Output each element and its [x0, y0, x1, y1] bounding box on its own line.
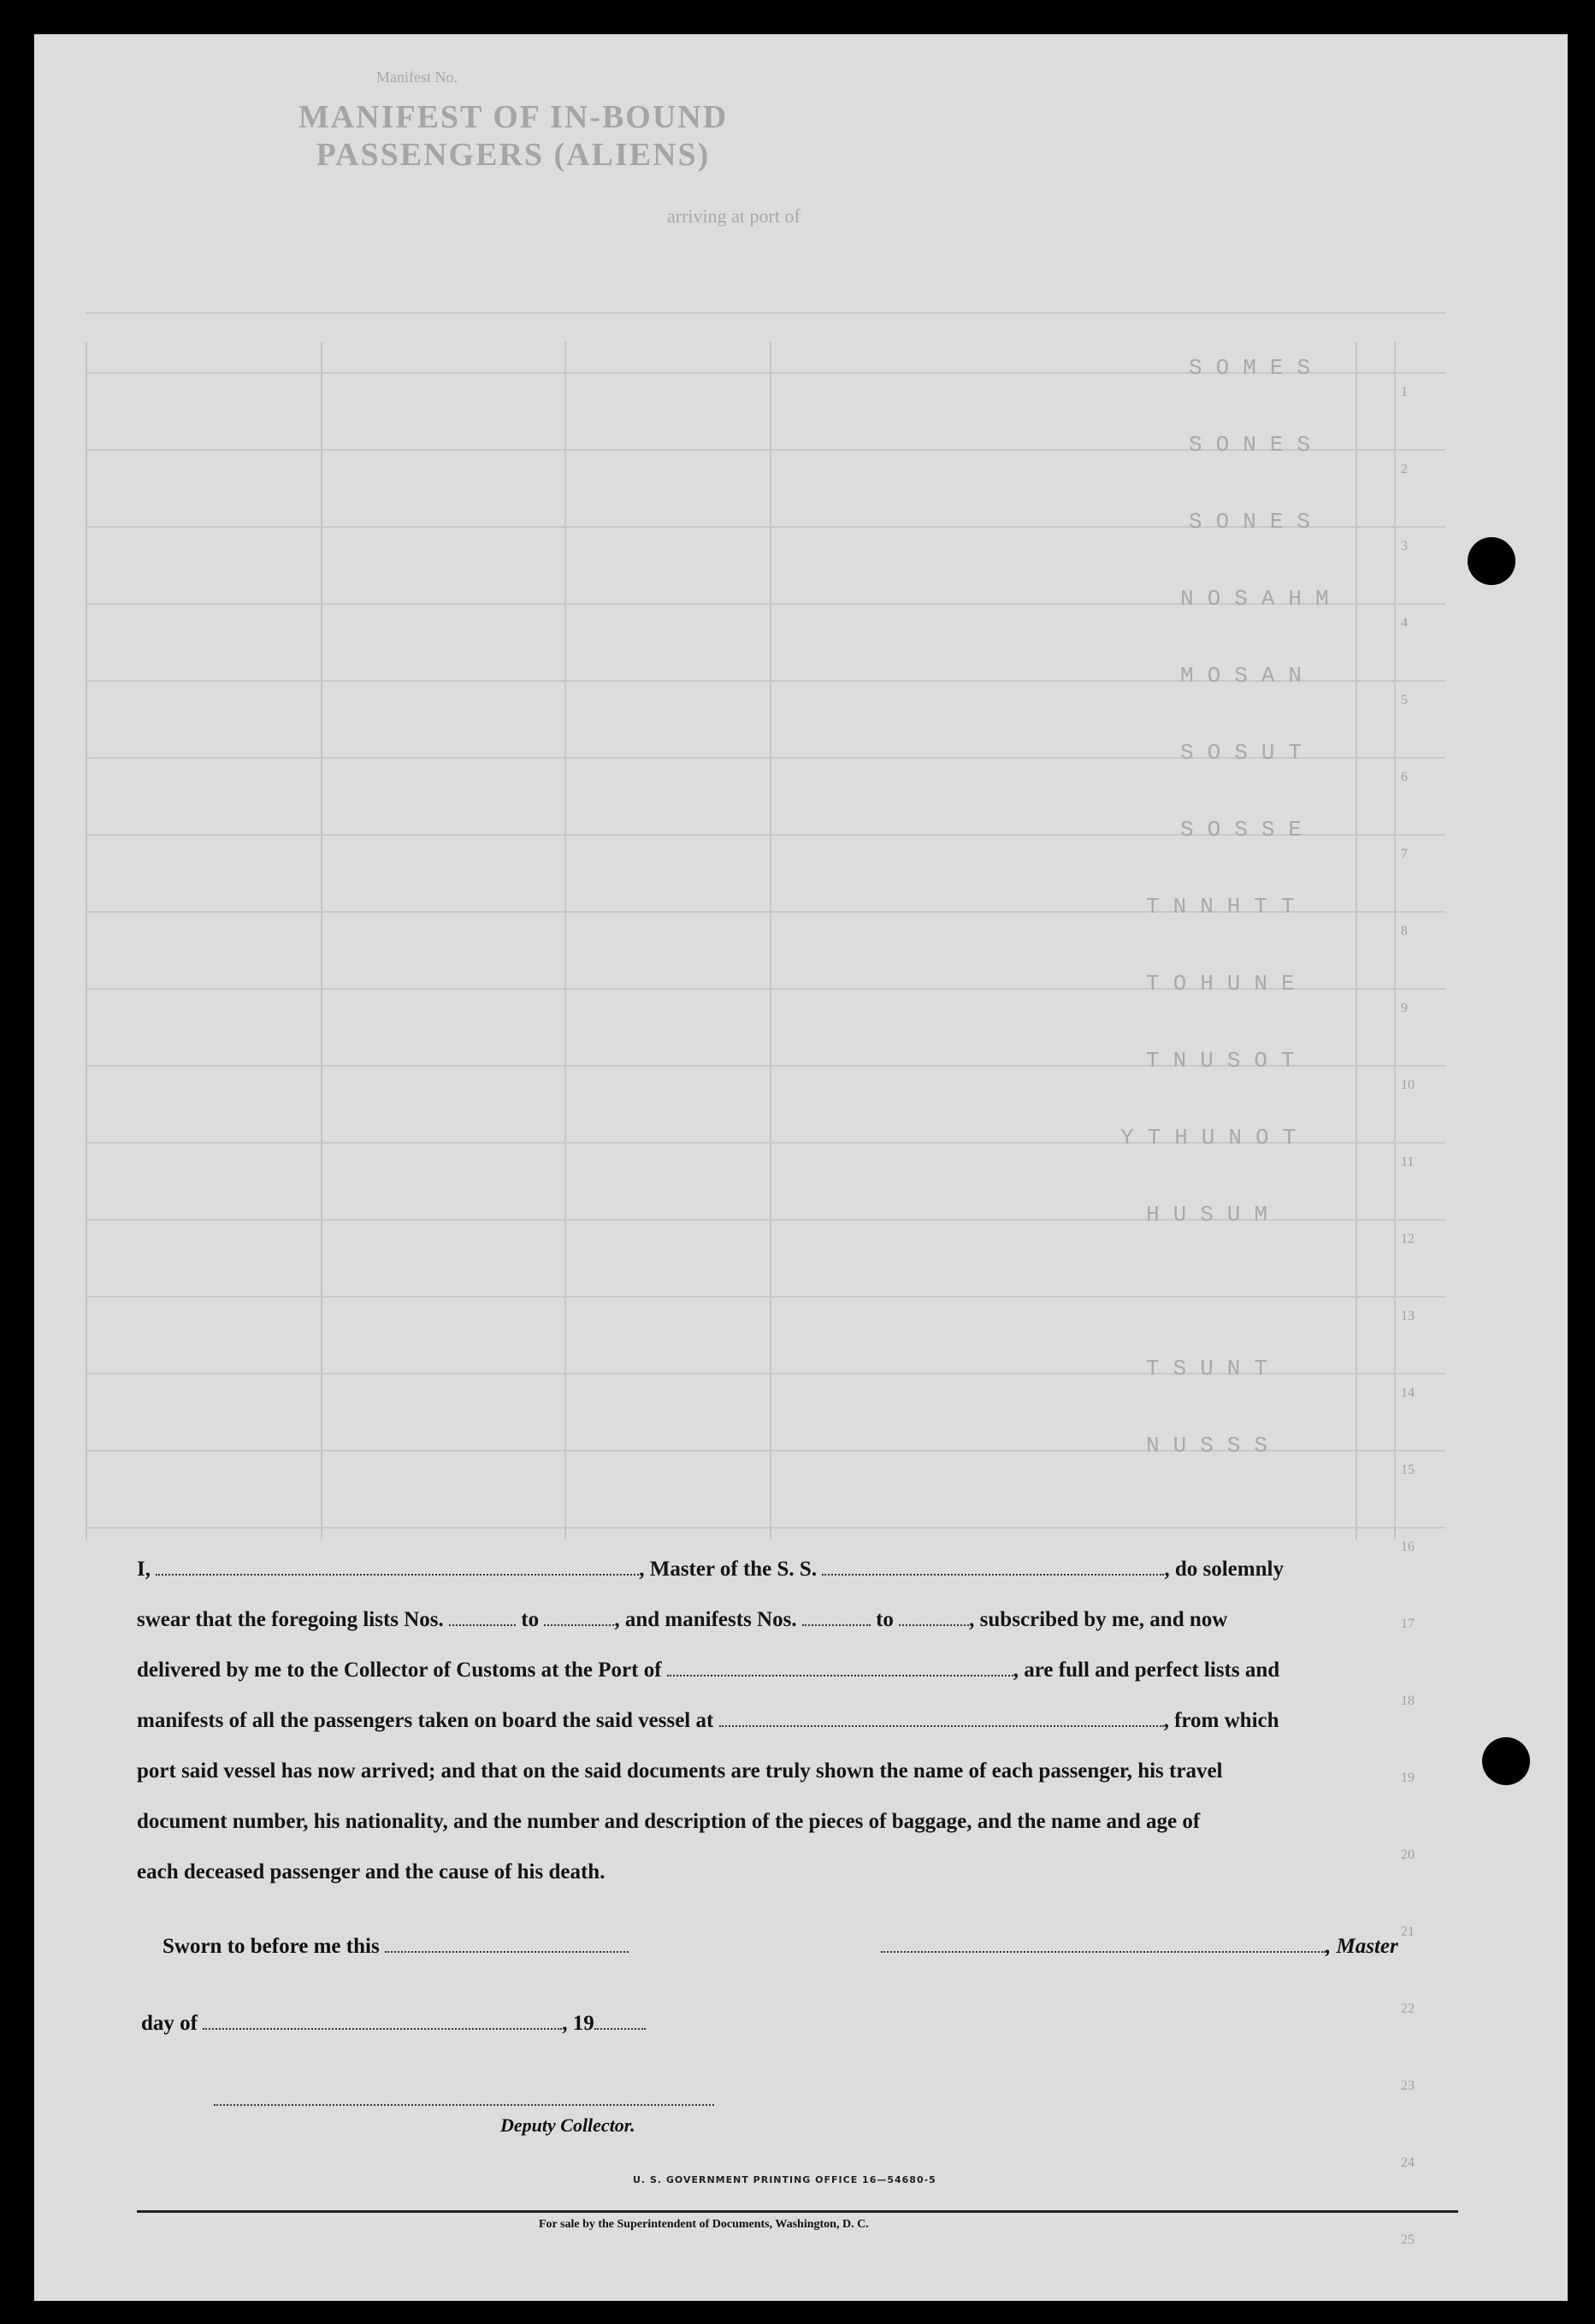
ghost-row-number: 18 — [1401, 1694, 1415, 1708]
manifests-from-field[interactable] — [802, 1609, 871, 1626]
ghost-row-text: SONES — [1189, 432, 1325, 458]
oath-line-1 — [137, 1544, 1454, 1594]
ghost-row-number: 9 — [1401, 1001, 1408, 1015]
ghost-row-number: 17 — [1401, 1617, 1415, 1631]
oath-line-2 — [137, 1594, 1454, 1645]
ghost-row-text: HUSUM — [1146, 1202, 1282, 1227]
oath-paragraph — [137, 1544, 1454, 1897]
ghost-row-number: 6 — [1401, 770, 1408, 784]
ghost-grid-line — [564, 342, 566, 1540]
ghost-row-text: TNUSOT — [1146, 1048, 1308, 1073]
ghost-row-number: 24 — [1401, 2155, 1415, 2170]
ghost-row-number: 15 — [1401, 1463, 1415, 1477]
ghost-row-text: SOSSE — [1180, 817, 1316, 843]
oath-text: , and manifests Nos. — [614, 1608, 797, 1631]
ghost-row-text: NUSSS — [1146, 1433, 1282, 1458]
binder-hole — [1468, 537, 1515, 585]
ghost-grid-line — [321, 342, 322, 1540]
master-name-field[interactable] — [156, 1558, 639, 1576]
ghost-arriving: arriving at port of — [667, 205, 800, 227]
ghost-manifest-title: MANIFEST OF IN-BOUND PASSENGERS (ALIENS) — [298, 99, 729, 173]
oath-text: manifests of all the passengers taken on board the said vessel at — [137, 1709, 714, 1732]
ghost-grid-line — [86, 1296, 1445, 1298]
sworn-line — [162, 1935, 629, 1959]
ghost-grid-line — [86, 312, 1445, 314]
master-signature-line — [881, 1935, 1398, 1959]
ghost-row-text: TOHUNE — [1146, 971, 1308, 996]
manifests-to-field[interactable] — [899, 1609, 969, 1626]
ghost-row-number: 12 — [1401, 1232, 1415, 1246]
day-of-line — [141, 2012, 646, 2036]
ghost-row-number: 2 — [1401, 462, 1408, 476]
ghost-row-text: SOSUT — [1180, 740, 1316, 766]
ghost-row-text: NOSAHM — [1180, 586, 1343, 612]
ghost-grid-line — [1394, 342, 1396, 1540]
ghost-row-number: 16 — [1401, 1540, 1415, 1554]
ghost-row-number: 5 — [1401, 693, 1408, 707]
master-suffix: , Master — [1326, 1935, 1398, 1958]
ghost-row-number: 4 — [1401, 616, 1408, 630]
oath-text: , subscribed by me, and now — [969, 1608, 1228, 1631]
oath-text: , from which — [1163, 1709, 1279, 1732]
ghost-row-number: 21 — [1401, 1925, 1415, 1939]
deputy-collector-label: Deputy Collector. — [500, 2114, 635, 2136]
ghost-row-text: TNNHTT — [1146, 894, 1308, 920]
binder-hole — [1482, 1737, 1530, 1785]
ghost-row-number: 13 — [1401, 1309, 1415, 1323]
ghost-row-number: 14 — [1401, 1386, 1415, 1400]
ghost-row-number: 8 — [1401, 924, 1408, 938]
ghost-grid-line — [770, 342, 771, 1540]
ghost-grid-line — [1356, 342, 1357, 1540]
oath-text: delivered by me to the Collector of Customs at the Port of — [137, 1659, 662, 1682]
departure-port-field[interactable] — [719, 1710, 1164, 1727]
lists-from-field[interactable] — [449, 1609, 516, 1626]
oath-text: to — [876, 1608, 894, 1631]
ghost-row-number: 19 — [1401, 1771, 1415, 1785]
oath-text: swear that the foregoing lists Nos. — [137, 1608, 444, 1631]
ghost-row-text: SONES — [1189, 509, 1325, 535]
footer-rule — [137, 2210, 1458, 2213]
printing-office-imprint: U. S. GOVERNMENT PRINTING OFFICE 16—54680-5 — [633, 2174, 936, 2185]
document-page — [34, 34, 1568, 2301]
ship-name-field[interactable] — [822, 1558, 1164, 1576]
for-sale-note: For sale by the Superintendent of Documents, Washington, D. C. — [539, 2218, 869, 2231]
ghost-row-number: 22 — [1401, 2002, 1415, 2016]
oath-line-4 — [137, 1695, 1454, 1746]
sworn-date-field[interactable] — [385, 1936, 629, 1953]
ghost-row-text: MOSAN — [1180, 663, 1316, 689]
ghost-manifest-no: Manifest No. — [376, 68, 458, 86]
ghost-row-text: SOMES — [1189, 355, 1325, 381]
ghost-row-number: 7 — [1401, 847, 1408, 861]
sworn-label: Sworn to before me this — [162, 1935, 380, 1958]
port-field[interactable] — [667, 1659, 1013, 1676]
master-signature-field[interactable] — [881, 1936, 1326, 1953]
year-field[interactable] — [594, 2013, 646, 2030]
oath-text: , do solemnly — [1164, 1558, 1284, 1581]
ghost-row-number: 11 — [1401, 1155, 1415, 1169]
ghost-row-text: YTHUNOT — [1120, 1125, 1310, 1150]
oath-text: to — [521, 1608, 540, 1631]
oath-line-6: document number, his nationality, and the number and description of the pieces of baggage, and the name and age of — [137, 1810, 1201, 1833]
month-field[interactable] — [203, 2013, 562, 2030]
oath-line-3 — [137, 1645, 1454, 1695]
ghost-row-number: 20 — [1401, 1848, 1415, 1862]
ghost-row-number: 25 — [1401, 2232, 1415, 2247]
day-of-label: day of — [141, 2012, 198, 2035]
year-prefix: , 19 — [562, 2012, 594, 2035]
ghost-row-number: 23 — [1401, 2079, 1415, 2093]
ghost-row-number: 1 — [1401, 385, 1408, 399]
ghost-row-number: 10 — [1401, 1078, 1415, 1092]
ghost-grid-line — [86, 342, 87, 1540]
ghost-grid-line — [86, 1527, 1445, 1529]
oath-line-7: each deceased passenger and the cause of his death. — [137, 1860, 606, 1883]
lists-to-field[interactable] — [544, 1609, 614, 1626]
oath-text: , are full and perfect lists and — [1013, 1659, 1280, 1682]
deputy-signature-field[interactable] — [214, 2104, 714, 2106]
oath-text: , Master of the S. S. — [639, 1558, 818, 1581]
oath-text: I, — [137, 1558, 151, 1581]
ghost-row-text: TSUNT — [1146, 1356, 1282, 1381]
ghost-row-number: 3 — [1401, 539, 1408, 553]
oath-line-5: port said vessel has now arrived; and that on the said documents are truly shown the name of each passenger, his travel — [137, 1759, 1223, 1783]
